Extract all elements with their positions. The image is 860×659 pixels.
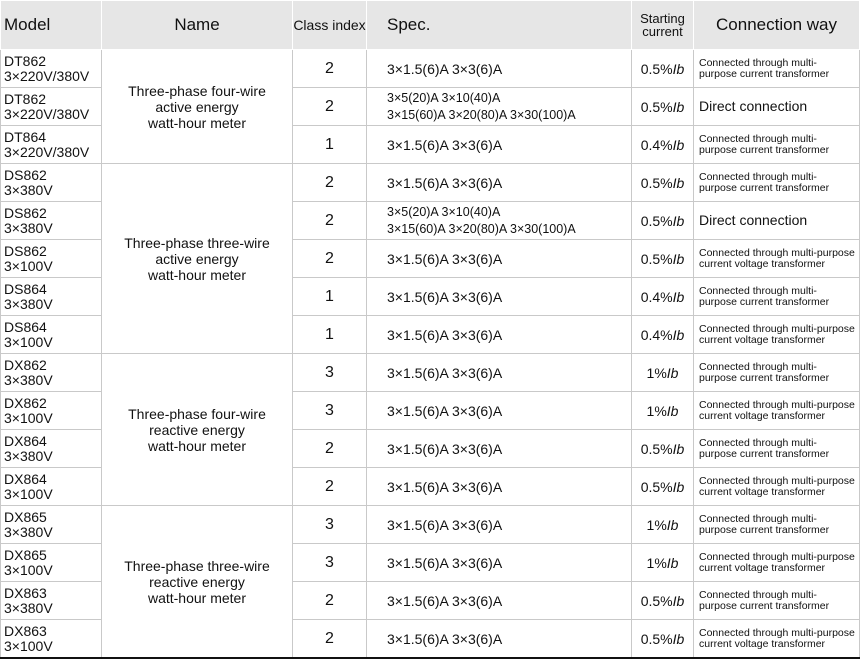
connection-way-cell: [694, 202, 860, 240]
model-cell: [1, 88, 102, 126]
meter-name-line: reactive energy: [149, 421, 245, 438]
connection-way-cell: [694, 240, 860, 278]
connection-line: Connected through multi-purpose: [699, 398, 855, 411]
model-cell: [1, 126, 102, 164]
model-code: DX862: [4, 394, 47, 411]
class-index-cell: 2: [293, 88, 367, 126]
spec-cell: [367, 392, 632, 430]
starting-current-unit: Ib: [666, 364, 679, 381]
starting-current-value: 0.5%: [640, 592, 673, 609]
starting-current-unit: Ib: [672, 212, 685, 229]
spec-line: 3×1.5(6)A 3×3(6)A: [387, 250, 503, 267]
connection-way-cell: [694, 164, 860, 202]
spec-line: 3×1.5(6)A 3×3(6)A: [387, 136, 503, 153]
model-cell: [1, 392, 102, 430]
connection-line: purpose current transformer: [699, 295, 830, 308]
model-voltage: 3×380V: [4, 181, 53, 198]
spec-cell: [367, 430, 632, 468]
starting-current-unit: Ib: [666, 554, 679, 571]
model-code: DS862: [4, 204, 47, 221]
class-index-cell: 1: [293, 126, 367, 164]
starting-current-unit: Ib: [672, 592, 685, 609]
connection-way-cell: [694, 50, 860, 88]
model-voltage: 3×220V/380V: [4, 143, 90, 160]
connection-way-cell: [694, 126, 860, 164]
starting-current-unit: Ib: [666, 516, 679, 533]
spec-cell: [367, 468, 632, 506]
spec-line: 3×1.5(6)A 3×3(6)A: [387, 592, 503, 609]
table-row: [1, 164, 860, 202]
spec-cell: [367, 50, 632, 88]
starting-current-unit: Ib: [666, 402, 679, 419]
meter-name-line: Three-phase three-wire: [124, 557, 270, 574]
model-cell: [1, 240, 102, 278]
spec-cell: [367, 240, 632, 278]
model-code: DX864: [4, 470, 47, 487]
connection-way-cell: [694, 620, 860, 659]
model-code: DX865: [4, 508, 47, 525]
connection-line: Connected through multi-: [699, 56, 817, 69]
starting-current-cell: [632, 430, 694, 468]
model-code: DS862: [4, 166, 47, 183]
spec-line: 3×5(20)A 3×10(40)A: [387, 204, 501, 219]
header-starting-line1: Starting: [640, 11, 685, 26]
spec-line: 3×1.5(6)A 3×3(6)A: [387, 364, 503, 381]
starting-current-unit: Ib: [672, 326, 685, 343]
header-class-index: Class index: [293, 1, 367, 50]
connection-way-cell: [694, 354, 860, 392]
model-code: DX863: [4, 622, 47, 639]
class-index-cell: 3: [293, 506, 367, 544]
spec-line: 3×15(60)A 3×20(80)A 3×30(100)A: [387, 221, 576, 236]
model-cell: [1, 164, 102, 202]
class-index-cell: 2: [293, 620, 367, 659]
starting-current-value: 0.5%: [640, 440, 673, 457]
connection-way-cell: [694, 430, 860, 468]
spec-line: 3×1.5(6)A 3×3(6)A: [387, 516, 503, 533]
starting-current-cell: [632, 88, 694, 126]
class-index-cell: 2: [293, 468, 367, 506]
connection-line: Direct connection: [699, 98, 808, 114]
class-index-cell: 3: [293, 392, 367, 430]
connection-line: Connected through multi-purpose: [699, 246, 855, 259]
starting-current-unit: Ib: [672, 440, 685, 457]
spec-cell: [367, 88, 632, 126]
model-voltage: 3×220V/380V: [4, 67, 90, 84]
starting-current-value: 1%: [646, 402, 667, 419]
spec-cell: [367, 164, 632, 202]
meter-name-line: watt-hour meter: [147, 437, 247, 454]
starting-current-cell: [632, 316, 694, 354]
starting-current-unit: Ib: [672, 478, 685, 495]
spec-line: 3×1.5(6)A 3×3(6)A: [387, 440, 503, 457]
starting-current-unit: Ib: [672, 174, 685, 191]
spec-cell: [367, 316, 632, 354]
class-index-cell: 2: [293, 430, 367, 468]
model-code: DX864: [4, 432, 47, 449]
model-voltage: 3×100V: [4, 409, 53, 426]
starting-current-cell: [632, 50, 694, 88]
connection-way-cell: [694, 316, 860, 354]
connection-way-cell: [694, 582, 860, 620]
connection-line: Connected through multi-purpose: [699, 474, 855, 487]
meter-name-cell: [102, 50, 293, 164]
starting-current-cell: [632, 620, 694, 659]
starting-current-cell: [632, 582, 694, 620]
connection-way-cell: [694, 392, 860, 430]
meter-name-line: reactive energy: [149, 573, 245, 590]
starting-current-value: 1%: [646, 516, 667, 533]
connection-way-cell: [694, 544, 860, 582]
model-cell: [1, 202, 102, 240]
spec-cell: [367, 278, 632, 316]
starting-current-unit: Ib: [672, 60, 685, 77]
table-body: [1, 50, 860, 659]
connection-line: purpose current transformer: [699, 181, 830, 194]
model-voltage: 3×380V: [4, 371, 53, 388]
starting-current-cell: [632, 278, 694, 316]
connection-line: purpose current transformer: [699, 143, 830, 156]
connection-line: current voltage transformer: [699, 637, 826, 650]
meter-name-line: active energy: [155, 250, 239, 267]
table-row: [1, 50, 860, 88]
starting-current-value: 0.5%: [640, 250, 673, 267]
connection-line: purpose current transformer: [699, 523, 830, 536]
spec-line: 3×1.5(6)A 3×3(6)A: [387, 326, 503, 343]
connection-way-cell: [694, 278, 860, 316]
class-index-cell: 1: [293, 316, 367, 354]
connection-line: current voltage transformer: [699, 257, 826, 270]
spec-line: 3×1.5(6)A 3×3(6)A: [387, 402, 503, 419]
starting-current-cell: [632, 468, 694, 506]
class-index-cell: 3: [293, 354, 367, 392]
spec-line: 3×1.5(6)A 3×3(6)A: [387, 630, 503, 647]
model-cell: [1, 50, 102, 88]
header-model: Model: [1, 1, 102, 50]
spec-line: 3×5(20)A 3×10(40)A: [387, 90, 501, 105]
model-cell: [1, 620, 102, 659]
starting-current-value: 1%: [646, 554, 667, 571]
spec-line: 3×1.5(6)A 3×3(6)A: [387, 288, 503, 305]
table-header: [1, 1, 860, 50]
connection-line: Connected through multi-: [699, 512, 817, 525]
model-voltage: 3×220V/380V: [4, 105, 90, 122]
model-cell: [1, 430, 102, 468]
connection-line: current voltage transformer: [699, 561, 826, 574]
model-code: DS864: [4, 318, 47, 335]
model-voltage: 3×380V: [4, 599, 53, 616]
class-index-cell: 1: [293, 278, 367, 316]
meter-name-cell: [102, 164, 293, 354]
starting-current-cell: [632, 354, 694, 392]
model-voltage: 3×100V: [4, 333, 53, 350]
connection-line: current voltage transformer: [699, 333, 826, 346]
spec-line: 3×1.5(6)A 3×3(6)A: [387, 174, 503, 191]
class-index-cell: 3: [293, 544, 367, 582]
table-row: [1, 354, 860, 392]
starting-current-cell: [632, 506, 694, 544]
spec-cell: [367, 544, 632, 582]
header-spec: Spec.: [367, 1, 632, 50]
starting-current-value: 0.4%: [640, 326, 673, 343]
meter-name-line: Three-phase four-wire: [128, 82, 266, 99]
model-code: DX863: [4, 584, 47, 601]
meter-name-cell: [102, 506, 293, 659]
connection-line: Connected through multi-purpose: [699, 322, 855, 335]
starting-current-value: 0.4%: [640, 136, 673, 153]
starting-current-cell: [632, 126, 694, 164]
model-code: DX865: [4, 546, 47, 563]
connection-line: Connected through multi-: [699, 588, 817, 601]
starting-current-cell: [632, 392, 694, 430]
meter-name-line: Three-phase four-wire: [128, 405, 266, 422]
connection-way-cell: [694, 88, 860, 126]
spec-line: 3×15(60)A 3×20(80)A 3×30(100)A: [387, 107, 576, 122]
starting-current-cell: [632, 240, 694, 278]
model-voltage: 3×380V: [4, 447, 53, 464]
starting-current-value: 0.5%: [640, 630, 673, 647]
class-index-cell: 2: [293, 50, 367, 88]
header-name: Name: [102, 1, 293, 50]
model-voltage: 3×100V: [4, 637, 53, 654]
starting-current-unit: Ib: [672, 630, 685, 647]
model-cell: [1, 278, 102, 316]
model-voltage: 3×100V: [4, 257, 53, 274]
header-starting-line2: current: [642, 24, 683, 39]
class-index-cell: 2: [293, 240, 367, 278]
starting-current-unit: Ib: [672, 250, 685, 267]
spec-cell: [367, 126, 632, 164]
meter-name-line: watt-hour meter: [147, 589, 247, 606]
model-code: DS862: [4, 242, 47, 259]
connection-line: Connected through multi-purpose: [699, 550, 855, 563]
model-cell: [1, 506, 102, 544]
spec-cell: [367, 506, 632, 544]
starting-current-unit: Ib: [672, 98, 685, 115]
starting-current-unit: Ib: [672, 136, 685, 153]
model-code: DS864: [4, 280, 47, 297]
model-code: DT862: [4, 52, 47, 69]
spec-cell: [367, 354, 632, 392]
connection-way-cell: [694, 468, 860, 506]
connection-line: current voltage transformer: [699, 409, 826, 422]
starting-current-cell: [632, 544, 694, 582]
starting-current-value: 0.4%: [640, 288, 673, 305]
model-code: DT864: [4, 128, 47, 145]
connection-line: Connected through multi-: [699, 360, 817, 373]
starting-current-value: 0.5%: [640, 174, 673, 191]
header-starting-current: [632, 1, 694, 50]
spec-line: 3×1.5(6)A 3×3(6)A: [387, 60, 503, 77]
meter-name-line: watt-hour meter: [147, 266, 247, 283]
model-code: DT862: [4, 90, 47, 107]
starting-current-unit: Ib: [672, 288, 685, 305]
model-voltage: 3×380V: [4, 219, 53, 236]
model-voltage: 3×100V: [4, 485, 53, 502]
model-voltage: 3×380V: [4, 295, 53, 312]
model-voltage: 3×380V: [4, 523, 53, 540]
starting-current-value: 0.5%: [640, 98, 673, 115]
model-cell: [1, 544, 102, 582]
connection-way-cell: [694, 506, 860, 544]
starting-current-value: 0.5%: [640, 212, 673, 229]
meter-name-line: active energy: [155, 98, 239, 115]
model-code: DX862: [4, 356, 47, 373]
model-cell: [1, 316, 102, 354]
meter-name-line: Three-phase three-wire: [124, 234, 270, 251]
model-cell: [1, 468, 102, 506]
table-row: [1, 506, 860, 544]
connection-line: purpose current transformer: [699, 599, 830, 612]
starting-current-cell: [632, 202, 694, 240]
spec-cell: [367, 620, 632, 659]
class-index-cell: 2: [293, 202, 367, 240]
spec-line: 3×1.5(6)A 3×3(6)A: [387, 478, 503, 495]
connection-line: current voltage transformer: [699, 485, 826, 498]
model-voltage: 3×100V: [4, 561, 53, 578]
class-index-cell: 2: [293, 582, 367, 620]
starting-current-value: 0.5%: [640, 478, 673, 495]
connection-line: purpose current transformer: [699, 447, 830, 460]
connection-line: Connected through multi-: [699, 284, 817, 297]
model-cell: [1, 582, 102, 620]
class-index-cell: 2: [293, 164, 367, 202]
spec-cell: [367, 582, 632, 620]
connection-line: purpose current transformer: [699, 67, 830, 80]
connection-line: Connected through multi-: [699, 170, 817, 183]
connection-line: Connected through multi-: [699, 436, 817, 449]
model-cell: [1, 354, 102, 392]
connection-line: Connected through multi-: [699, 132, 817, 145]
starting-current-value: 0.5%: [640, 60, 673, 77]
connection-line: Direct connection: [699, 212, 808, 228]
spec-line: 3×1.5(6)A 3×3(6)A: [387, 554, 503, 571]
header-connection-way: Connection way: [694, 1, 860, 50]
starting-current-cell: [632, 164, 694, 202]
starting-current-value: 1%: [646, 364, 667, 381]
connection-line: Connected through multi-purpose: [699, 626, 855, 639]
meter-name-line: watt-hour meter: [147, 114, 247, 131]
meter-name-cell: [102, 354, 293, 506]
header-row: [1, 1, 860, 50]
spec-cell: [367, 202, 632, 240]
connection-line: purpose current transformer: [699, 371, 830, 384]
